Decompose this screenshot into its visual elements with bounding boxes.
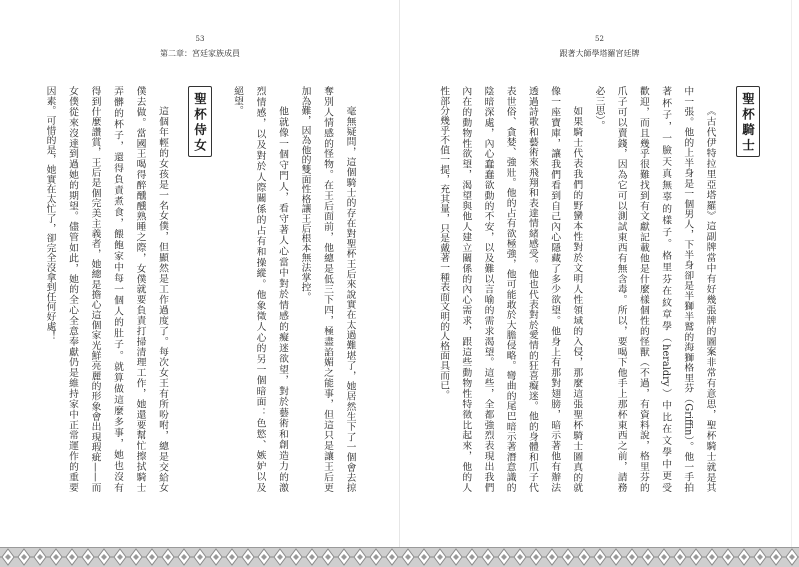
page-number: 52 bbox=[595, 35, 604, 43]
text-column: 爪子可以賣錢，因為它可以測試東西有無含毒。所以，要喝下他手上那杯東西之前，請務 bbox=[615, 86, 627, 492]
text-column: 表世俗、貪婪、強壯。他的占有欲極強，他可能敢於大膽侵略。彎曲的尾巴暗示著潛意識的 bbox=[504, 86, 516, 492]
text-column: 烈情感，以及對於人際關係的占有和操縱。他象徵人心的另一個暗面：色慾、嫉妒以及 bbox=[254, 86, 266, 492]
section-heading: 聖杯騎士 bbox=[736, 86, 760, 157]
text-column: 內在的動物性欲望，渴望與他人建立關係的內心需求，跟這些動物性特徵比起來，他的人 bbox=[460, 86, 472, 492]
text-column: 著杯子，一臉天真無辜的樣子。格里芬在紋章學（heraldry）中比在文學中更受 bbox=[660, 86, 672, 492]
text-column: 透過詩歌和藝術來飛翔和表達情緒感受。他也代表對於愛情的狂喜癡迷。他的身體和爪子代 bbox=[526, 86, 538, 492]
text-column: 僕去做。當國王喝得醉醺醺熟睡之際，女僕就要負責打掃清理工作，她還要幫忙擦拭騎士 bbox=[134, 86, 146, 492]
text-column: 陰暗深處，內心蠢蠢欲動的不安，以及難以言喻的需求渴望。這些，全都強烈表現出我們 bbox=[482, 86, 494, 492]
section-heading: 聖杯侍女 bbox=[188, 86, 212, 157]
text-column: 奪別人情感的怪物。在王后面前，他總是低三下四，極盡諂媚之能事，但這只是讓王后更 bbox=[322, 86, 333, 492]
running-head: 跟著大師學塔羅宮廷牌 bbox=[559, 49, 640, 58]
text-column: 中一張。他的上半身是一個男人，下半身卻是半獅半鷲的海獅格里芬（Griffin）。他一手拍 bbox=[682, 86, 694, 492]
text-column: 女僕從來沒達到過她的期望。儘管如此，她的全心全意奉獻仍是維持家中正常運作的重要 bbox=[67, 86, 78, 492]
text-column: 得到什麼讚賞，王后是個完美主義者，她總是擔心這個家光鮮亮麗的形象會出現瑕疵——而 bbox=[89, 86, 101, 492]
text-column: 如果騎士代表我們的野蠻本性對於文明人性領域的入侵，那麼這張聖杯騎士圖真的就 bbox=[571, 105, 583, 492]
page-number: 53 bbox=[195, 35, 205, 43]
text-column: 他就像一個守門人，看守著人心當中對於情感的癡迷欲望，對於藝術和創造力的激 bbox=[277, 105, 288, 492]
text-column: 毫無疑問，這個騎士的存在對聖杯王后來說實在太過難堪了，她居然生下了一個會去掠 bbox=[344, 105, 356, 492]
running-head: 第二章：宮廷家族成員 bbox=[160, 49, 240, 58]
text-column: 性部分幾乎不值一提，充其量，只是戴著一種表面文明的人格面具而已。 bbox=[438, 86, 450, 400]
text-column: 《古代伊特拉里亞塔羅》這副牌當中有好幾張牌的圖案非常有意思，聖杯騎士就是其 bbox=[704, 105, 716, 492]
text-column: 因素。可惜的是，她實在太忙了，卻完全沒拿到任何好處！ bbox=[44, 86, 56, 341]
text-column: 弄髒的杯子，還得負責煮食，餵飽家中每一個人的肚子。就算做這麼多事，她也沒有 bbox=[112, 86, 123, 492]
text-column: 歡迎，而且幾乎很難找到有文獻記載他是什麼樣個性的怪獸（不過，有資料說，格里芬的 bbox=[637, 86, 649, 492]
text-column: 像一座寶庫，讓我們看到自己內心隱藏了多少欲望。他身上有那對翅膀，暗示著他有辦法 bbox=[549, 86, 561, 492]
text-column: 加為難，因為他的雙面性格讓王后根本無法掌控。 bbox=[299, 86, 311, 302]
decorative-border bbox=[0, 547, 799, 567]
text-column: 必三思）。 bbox=[593, 86, 605, 131]
left-page bbox=[0, 0, 400, 547]
text-column: 絕望。 bbox=[232, 86, 243, 116]
text-column: 這個年輕的女孩是一名女僕，但顯然是工作過度了。每次女王有所吩咐，總是交給女 bbox=[157, 105, 168, 492]
